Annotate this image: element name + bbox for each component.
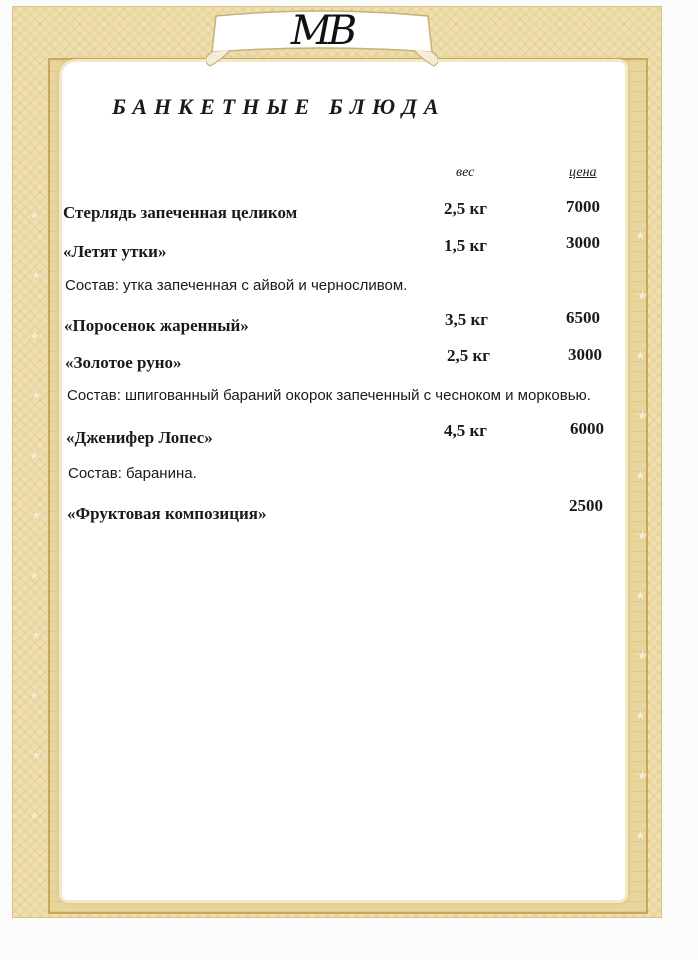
menu-item-price: 3000 <box>566 233 600 252</box>
menu-item-description: Состав: баранина. <box>68 465 197 482</box>
menu-item-weight: 4,5 кг <box>444 421 488 440</box>
menu-item-weight: 1,5 кг <box>444 236 488 255</box>
menu-item-price: 3000 <box>568 345 602 364</box>
weight-column-header: вес <box>456 165 475 180</box>
menu-item-name: «Поросенок жаренный» <box>64 316 249 335</box>
menu-item-name: «Дженифер Лопес» <box>66 428 213 447</box>
menu-item-name: «Золотое руно» <box>65 353 182 372</box>
menu-item-description: Состав: шпигованный бараний окорок запеченный с чесноком и морковью. <box>67 387 591 404</box>
menu-item-weight: 2,5 кг <box>447 346 491 365</box>
menu-title: БАНКЕТНЫЕ БЛЮДА <box>112 94 446 119</box>
menu-item-price: 6500 <box>566 308 600 327</box>
menu-item-description: Состав: утка запеченная с айвой и черносливом. <box>65 277 408 294</box>
menu-item-weight: 2,5 кг <box>444 199 488 218</box>
price-column-header: цена <box>569 165 597 180</box>
menu-item-price: 6000 <box>570 419 604 438</box>
menu-item-price: 2500 <box>569 496 603 515</box>
menu-item-name: «Фруктовая композиция» <box>67 504 267 523</box>
menu-item-price: 7000 <box>566 197 600 216</box>
menu-item-weight: 3,5 кг <box>445 310 489 329</box>
monogram-logo: МВ <box>290 8 354 54</box>
menu-item-name: «Летят утки» <box>63 242 167 261</box>
menu-item-name: Стерлядь запеченная целиком <box>63 203 298 222</box>
monogram-ribbon <box>206 8 438 60</box>
